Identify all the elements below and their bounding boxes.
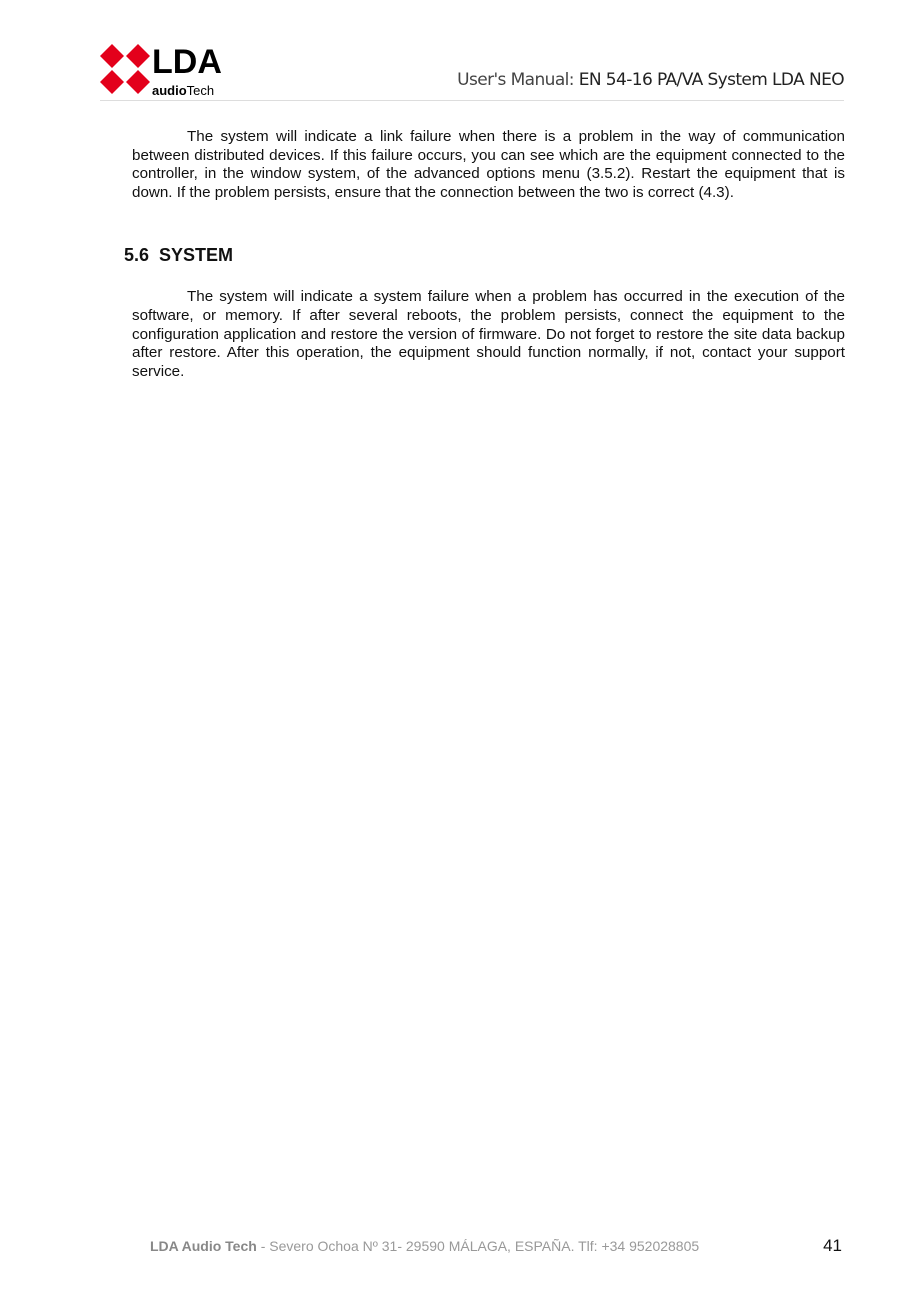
section-title: SYSTEM xyxy=(159,245,234,266)
page-header xyxy=(100,44,844,101)
paragraph-text: The system will indicate a system failure when a problem has occurred in the execution of the software, or memory. If after several reboots, the problem persists, connect the equipment to the configuration application and restore the version of firmware. Do not forget to restore the site data backup after restore. After this operation, the equipment should function normally, if not, contact your support service. xyxy=(132,288,845,380)
system-failure-paragraph xyxy=(132,288,845,381)
document-header-title xyxy=(457,70,844,90)
paragraph-text: The system will indicate a link failure when there is a problem in the way of communication between distributed devices. If this failure occurs, you can see which are the equipment connected to the controller, in the window system, of the advanced options menu (3.5.2). Restart the equipment that is down. If the problem persists, ensure that the connection between the two is correct (4.3). xyxy=(132,128,845,201)
section-heading xyxy=(124,244,845,266)
svg-text:audioTech: audioTech xyxy=(152,83,215,98)
page-number: 41 xyxy=(823,1236,842,1255)
section-number: 5.6 xyxy=(124,245,150,266)
lda-audiotech-logo xyxy=(100,42,245,98)
footer-company: LDA Audio Tech xyxy=(150,1238,257,1254)
header-manual-title: EN 54-16 PA/VA System LDA NEO xyxy=(578,70,844,90)
link-failure-paragraph xyxy=(132,128,845,202)
page-footer xyxy=(150,1236,842,1256)
page-content xyxy=(124,128,845,381)
header-prefix: User's Manual: xyxy=(457,70,579,90)
footer-address: - Severo Ochoa Nº 31- 29590 MÁLAGA, ESPAÑA. Tlf: +34 952028805 xyxy=(256,1238,700,1254)
svg-text:LDA: LDA xyxy=(152,43,222,81)
footer-text xyxy=(150,1238,699,1254)
